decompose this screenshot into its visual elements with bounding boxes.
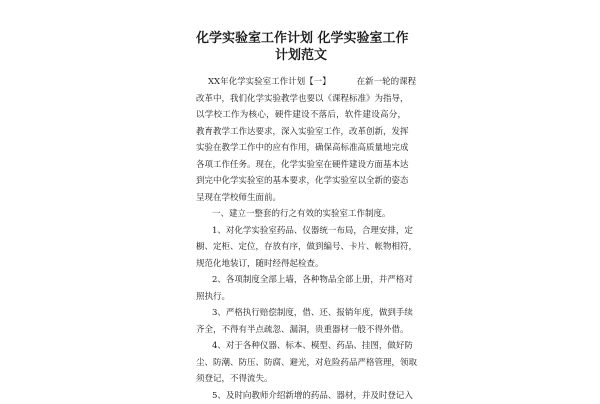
item-3-line-1: 3、严格执行赔偿制度，借、还、报销年度，做到手续 (196, 305, 406, 322)
item-4-line-2: 尘、防潮、防压、防腐、避光，对危险药品严格管理，领取 (196, 355, 406, 372)
item-4-line-3: 须登记，不得流失。 (196, 371, 406, 388)
section-heading-1: 一、建立一整套的行之有效的实验室工作制度。 (196, 206, 406, 223)
item-2-line-1: 2、各项制度全部上墙，各种物品全部上册，并严格对 (196, 272, 406, 289)
title-line-1: 化学实验室工作计划 化学实验室工作 (196, 30, 406, 47)
item-1-line-1: 1、对化学实验室药品、仪器统一布局，合理安排，定 (196, 223, 406, 240)
body-line-3: 教育教学工作达要求，深入实验室工作，改革创新，发挥 (196, 124, 406, 141)
item-3-line-2: 齐全，不得有半点疏忽、漏洞，贵重器材一般不得外借。 (196, 322, 406, 339)
item-1-line-3: 规范化地装订，随时经得起检查。 (196, 256, 406, 273)
body-line-2: 以学校工作为核心，硬件建设不落后，软件建设高分， (196, 107, 406, 124)
document-body (196, 30, 406, 404)
body-line-6: 到完中化学实验室的基本要求，化学实验室以全新的姿态 (196, 173, 406, 190)
intro-year-title: XX年化学实验室工作计划【一】 (208, 77, 331, 87)
intro-lead: 在新一轮的课程 (357, 77, 417, 87)
item-4-line-1: 4、对于各种仪器、标本、模型、药品、挂图，做好防 (196, 338, 406, 355)
body-line-7: 呈现在学校师生面前。 (196, 190, 406, 207)
body-line-5: 各项工作任务。现在，化学实验室在硬件建设方面基本达 (196, 157, 406, 174)
intro-line (196, 74, 406, 91)
document-title (196, 30, 406, 64)
item-1-line-2: 橱、定柜、定位，存放有序，做到编号、卡片、帐物相符， (196, 239, 406, 256)
item-5-line-1: 5、及时向教师介绍新增的药品、器材，并及时登记入 (196, 388, 406, 404)
item-2-line-2: 照执行。 (196, 289, 406, 306)
body-line-4: 实验在教学工作中的应有作用，确保高标准高质量地完成 (196, 140, 406, 157)
title-line-2: 计划范文 (196, 47, 406, 64)
body-line-1: 改革中，我们化学实验教学也要以《课程标准》为指导， (196, 91, 406, 108)
